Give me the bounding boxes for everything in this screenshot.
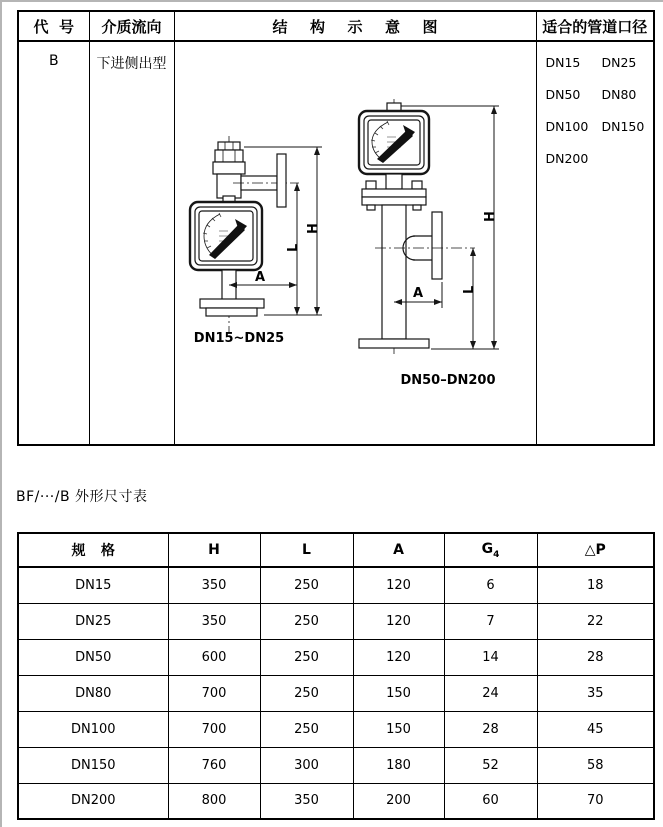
- pipe-size-item: DN25: [601, 55, 637, 70]
- pipe-size-item: DN150: [601, 119, 645, 134]
- g4-cell: 24: [444, 675, 537, 711]
- a-cell: 120: [353, 639, 444, 675]
- flow-direction-value: 下进侧出型: [96, 56, 167, 72]
- g4-cell: 6: [444, 567, 537, 603]
- dp-cell: 22: [537, 603, 654, 639]
- l-cell: 250: [260, 675, 353, 711]
- dim-label-a-right: A: [412, 286, 423, 301]
- g4-cell: 60: [444, 783, 537, 819]
- dimension-table-title: BF/···/B 外形尺寸表: [16, 489, 148, 505]
- spec-cell: DN80: [18, 675, 168, 711]
- g4-cell: 7: [444, 603, 537, 639]
- col-header-l: L: [260, 533, 353, 567]
- pipe-size-cell: [536, 41, 654, 445]
- dim-label-l-right: L: [461, 285, 477, 294]
- l-cell: 250: [260, 711, 353, 747]
- structure-table: [17, 10, 655, 446]
- a-cell: 180: [353, 747, 444, 783]
- a-cell: 200: [353, 783, 444, 819]
- spec-cell: DN100: [18, 711, 168, 747]
- g4-cell: 52: [444, 747, 537, 783]
- pipe-size-item: DN80: [601, 87, 637, 102]
- spec-cell: DN200: [18, 783, 168, 819]
- l-cell: 250: [260, 603, 353, 639]
- dp-cell: 70: [537, 783, 654, 819]
- g4-cell: 28: [444, 711, 537, 747]
- table-row: [18, 747, 654, 783]
- code-cell: [18, 41, 89, 445]
- pipe-size-item: DN15: [545, 55, 581, 70]
- spec-cell: DN15: [18, 567, 168, 603]
- pipe-size-item: DN50: [545, 87, 581, 102]
- g4-cell: 14: [444, 639, 537, 675]
- diagram-cell: [174, 41, 536, 445]
- col-header-flow: 介质流向: [89, 11, 174, 41]
- h-cell: 700: [168, 675, 260, 711]
- dimension-table: [17, 532, 655, 820]
- dim-label-l-left: L: [285, 243, 301, 252]
- table-row: [18, 567, 654, 603]
- l-cell: 250: [260, 639, 353, 675]
- col-header-diagram: 结构示意图: [174, 11, 536, 41]
- dim-label-h-left: H: [305, 223, 321, 234]
- h-cell: 600: [168, 639, 260, 675]
- col-header-h: H: [168, 533, 260, 567]
- dp-cell: 58: [537, 747, 654, 783]
- dp-cell: 45: [537, 711, 654, 747]
- spec-cell: DN150: [18, 747, 168, 783]
- dp-cell: 18: [537, 567, 654, 603]
- structure-table-header-row: [18, 11, 654, 41]
- col-header-code: 代号: [18, 11, 89, 41]
- code-value: B: [48, 53, 59, 69]
- dp-cell: 35: [537, 675, 654, 711]
- spec-cell: DN50: [18, 639, 168, 675]
- h-cell: 350: [168, 567, 260, 603]
- table-row: [18, 711, 654, 747]
- range-label-dn50-dn200: DN50–DN200: [399, 373, 496, 388]
- h-cell: 350: [168, 603, 260, 639]
- table-row: [18, 603, 654, 639]
- col-header-pipe-size: 适合的管道口径: [536, 11, 654, 41]
- a-cell: 120: [353, 603, 444, 639]
- flowmeter-dn50-dn200-drawing: [359, 99, 499, 388]
- table-row: [18, 783, 654, 819]
- pipe-size-list: [537, 42, 654, 166]
- pipe-size-item: DN100: [545, 119, 589, 134]
- flowmeter-diagram-svg: [175, 42, 537, 440]
- a-cell: 150: [353, 675, 444, 711]
- range-label-dn15-dn25: DN15~DN25: [193, 331, 284, 346]
- structure-table-body-row: [18, 41, 654, 445]
- l-cell: 250: [260, 567, 353, 603]
- dim-label-a-left: A: [254, 270, 265, 285]
- l-cell: 350: [260, 783, 353, 819]
- table-row: [18, 675, 654, 711]
- flow-direction-cell: [89, 41, 174, 445]
- col-header-dp: △P: [537, 533, 654, 567]
- h-cell: 800: [168, 783, 260, 819]
- col-header-a: A: [353, 533, 444, 567]
- col-header-g4: $G_4$: [444, 533, 537, 567]
- flowmeter-dn15-dn25-drawing: [190, 136, 322, 346]
- h-cell: 760: [168, 747, 260, 783]
- dim-label-h-right: H: [482, 211, 498, 222]
- col-header-spec: 规格: [18, 533, 168, 567]
- spec-cell: DN25: [18, 603, 168, 639]
- table-row: [18, 639, 654, 675]
- dimension-table-header-row: [18, 533, 654, 567]
- l-cell: 300: [260, 747, 353, 783]
- a-cell: 120: [353, 567, 444, 603]
- h-cell: 700: [168, 711, 260, 747]
- pipe-size-item: DN200: [545, 151, 589, 166]
- dp-cell: 28: [537, 639, 654, 675]
- a-cell: 150: [353, 711, 444, 747]
